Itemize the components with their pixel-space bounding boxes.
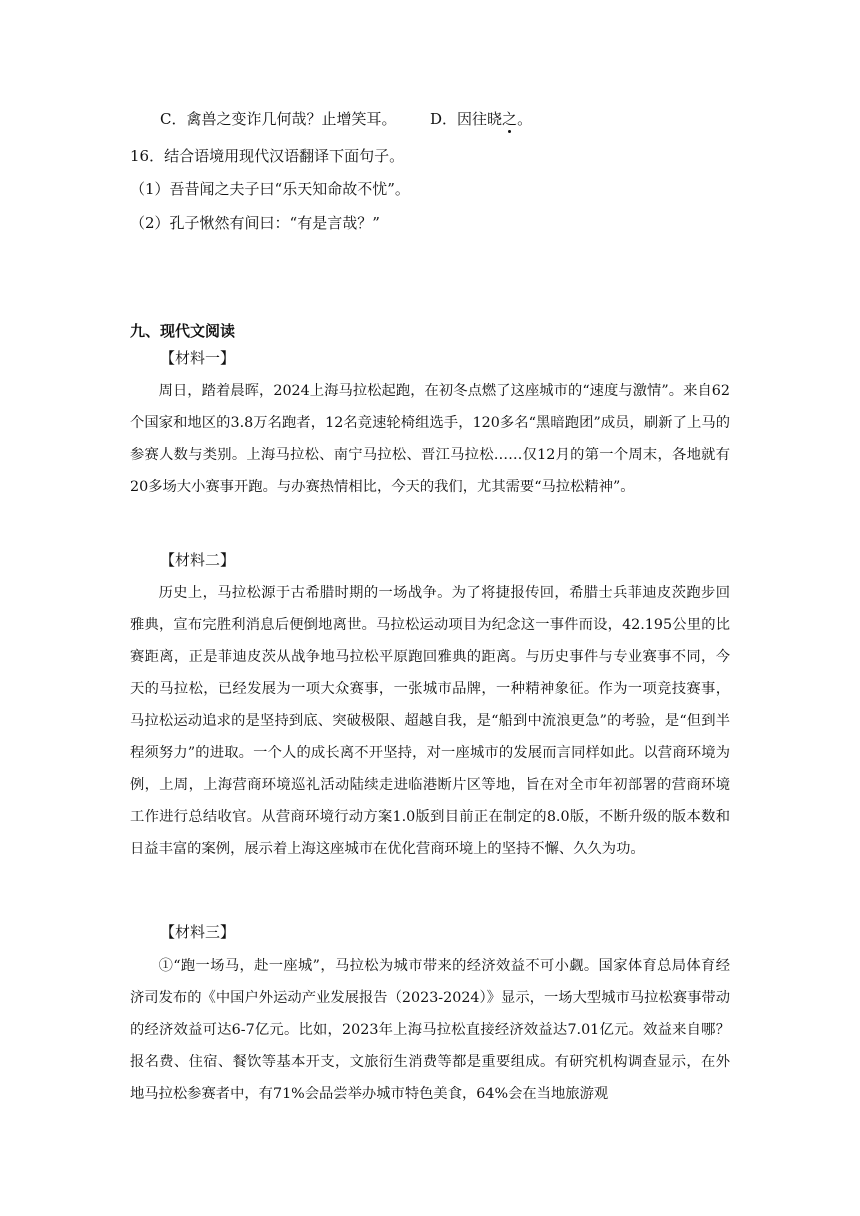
- option-d-label: D．: [430, 110, 458, 128]
- question-16-item-2: （2）孔子愀然有间曰：“有是言哉？”: [130, 214, 380, 232]
- material-2-heading: 【材料二】: [160, 551, 236, 569]
- question-16-stem: 16．结合语境用现代汉语翻译下面句子。: [130, 147, 405, 165]
- material-1-heading: 【材料一】: [160, 349, 236, 367]
- material-2-paragraph: 历史上，马拉松源于古希腊时期的一场战争。为了将捷报传回，希腊士兵菲迪皮茨跑步回雅典，宣布完胜利消息后便倒地离世。马拉松运动项目为纪念这一事件而设，42.195公里的比赛距离，正是菲迪皮茨从战争地马拉松平原跑回雅典的距离。与历史事件与专业赛事不同，今天的马拉松，已经发展为一项大众赛事，一张城市品牌，一种精神象征。作为一项竞技赛事，马拉松运动追求的是坚持到底、突破极限、超越自我，是“船到中流浪更急”的考验，是“但到半程须努力”的进取。一个人的成长离不开坚持，对一座城市的发展而言同样如此。以营商环境为例，上周，上海营商环境巡礼活动陆续走进临港断片区等地，旨在对全市年初部署的营商环境工作进行总结收官。从营商环境行动方案1.0版到目前正在制定的8.0版，不断升级的版本数和日益丰富的案例，展示着上海这座城市在优化营商环境上的坚持不懈、久久为功。: [130, 585, 730, 857]
- material-1-paragraph: 周日，踏着晨晖，2024上海马拉松起跑，在初冬点燃了这座城市的“速度与激情”。来自62个国家和地区的3.8万名跑者，12名竞速轮椅组选手，120多名“黑暗跑团”成员，刷新了上马的参赛人数与类别。上海马拉松、南宁马拉松、晋江马拉松……仅12月的第一个周末，各地就有20多场大小赛事开跑。与办赛热情相比，今天的我们，尤其需要“马拉松精神”。: [130, 383, 730, 495]
- material-3-paragraph: ①“跑一场马，赴一座城”，马拉松为城市带来的经济效益不可小觑。国家体育总局体育经济司发布的《中国户外运动产业发展报告（2023-2024）》显示，一场大型城市马拉松赛事带动的经济效益可达6-7亿元。比如，2023年上海马拉松直接经济效益达7.01亿元。效益来自哪？报名费、住宿、餐饮等基本开支，文旅衍生消费等都是重要组成。有研究机构调查显示，在外地马拉松参赛者中，有71%会品尝举办城市特色美食，64%会在当地旅游观: [130, 958, 730, 1102]
- option-c: [160, 108, 397, 130]
- option-d-text-after: 。: [517, 110, 533, 128]
- option-c-label: C．: [160, 110, 187, 128]
- material-3-heading: 【材料三】: [160, 923, 236, 941]
- option-d: [430, 108, 532, 130]
- section-title: 九、现代文阅读: [130, 322, 236, 340]
- option-d-emphasized-char: 之: [502, 110, 518, 128]
- option-d-text-before: 因往晓: [457, 110, 503, 128]
- option-c-text: 禽兽之变诈几何哉？止增笑耳。: [186, 110, 397, 128]
- question-16-item-1: （1）吾昔闻之夫子曰“乐天知命故不忧”。: [130, 180, 410, 198]
